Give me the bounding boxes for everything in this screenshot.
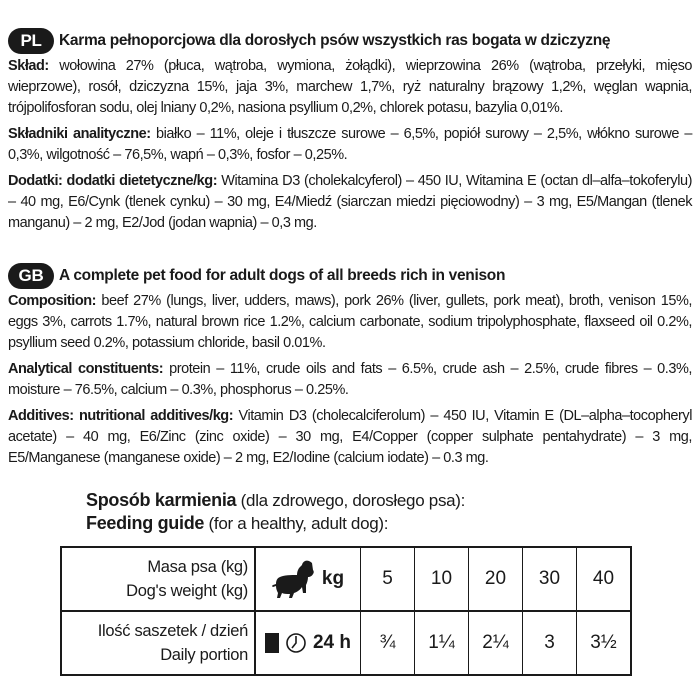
feeding-table [60,546,632,676]
portion-value: 1¼ [415,611,469,675]
analytical-gb [8,359,692,401]
feeding-heading-pl [86,489,686,512]
weight-value: 40 [577,547,632,611]
section-polish [8,28,692,239]
portion-value: 3½ [577,611,632,675]
weight-value: 10 [415,547,469,611]
portion-unit-cell [255,611,361,675]
portion-label-pl: Ilość saszetek / dzień [97,622,248,640]
portion-label-gb: Daily portion [160,646,248,664]
clock-icon [285,632,307,654]
composition-text-gb: beef 27% (lungs, liver, udders, maws), pork 26% (liver, gullets, pork meat), broth, venison 15%, eggs 3%, carrots 1.7%, natural brown rice 1.2%, calcium carbonate, sodium tripolyphosphate, flaxseed oil 0.2%, psyllium seed 0.2%, potassium chloride, basil 0.01%. [8,293,692,351]
feeding-heading-gb [86,512,686,535]
feeding-guide-heading [86,489,686,535]
additives-text-gb: Vitamin D3 (cholecalciferolum) – 450 IU, Vitamin E (DL–alpha–tocopheryl acetate) – 40 mg, E6/Zinc (zinc oxide) – 30 mg, E4/Copper (copper sulphate pentahydrate) – 3 mg, E5/Manganese (manganese oxide) – 2 mg, E2/Iodine (calcium iodate) – 0.3 mg. [8,408,692,466]
portion-value: 3 [523,611,577,675]
feeding-heading-gb-rest: (for a healthy, adult dog): [204,514,389,533]
sachet-icon [265,633,279,653]
section-english [8,263,692,474]
weight-value: 30 [523,547,577,611]
weight-row [61,547,631,611]
weight-label-cell [61,547,255,611]
composition-label-gb: Composition: [8,293,97,309]
portion-row [61,611,631,675]
composition-gb [8,291,692,354]
feeding-heading-gb-bold: Feeding guide [86,513,205,533]
portion-unit: 24 h [312,632,352,653]
additives-text-pl: Witamina D3 (cholekalcyferol) – 450 IU, Witamina E (octan dl–alfa–tokoferylu) – 40 mg, E6/Cynk (tlenek cynku) – 30 mg, E4/Miedź (siarczan miedzi pięciowodny) – 3 mg, E5/Mangan (tlenek manganu) – 2 mg, E2/Jod (jodan wapnia) – 0,3 mg. [8,173,692,231]
additives-label-pl: Dodatki: dodatki dietetyczne/kg: [8,173,218,189]
analytical-text-gb: protein – 11%, crude oils and fats – 6.5%, crude ash – 2.5%, crude fibres – 0.3%, moisture – 76.5%, calcium – 0.3%, phosphorus – 0.25%. [8,361,692,398]
analytical-label-pl: Składniki analityczne: [8,126,151,142]
dog-silhouette-icon [272,559,316,599]
composition-text-pl: wołowina 27% (płuca, wątroba, wymiona, żołądki), wieprzowina 26% (wątroba, przełyki, mięso wieprzowe), rosół, dziczyzna 15%, jaja 3%, marchew 1,7%, ryż naturalny brązowy 1,2%, węglan wapnia, trójpolifosforan sodu, olej lniany 0,2%, nasiona psyllium 0,2%, chlorek potasu, bazylia 0,01%. [8,58,692,116]
weight-value: 5 [361,547,415,611]
weight-label-pl: Masa psa (kg) [147,558,248,576]
composition-pl [8,56,692,119]
analytical-text-pl: białko – 11%, oleje i tłuszcze surowe – 6,5%, popiół surowy – 2,5%, włókno surowe – 0,3%, wilgotność – 76,5%, wapń – 0,3%, fosfor – 0,25%. [8,126,692,163]
weight-unit: kg [321,568,345,589]
additives-pl [8,171,692,234]
heading-gb [8,263,692,289]
additives-label-gb: Additives: nutritional additives/kg: [8,408,234,424]
language-badge-pl: PL [8,28,54,54]
weight-label-gb: Dog's weight (kg) [126,582,248,600]
weight-unit-cell [255,547,361,611]
language-badge-gb: GB [8,263,54,289]
portion-value: ¾ [361,611,415,675]
feeding-heading-pl-rest: (dla zdrowego, dorosłego psa): [236,491,466,510]
portion-value: 2¼ [469,611,523,675]
additives-gb [8,406,692,469]
weight-value: 20 [469,547,523,611]
composition-label-pl: Skład: [8,58,49,74]
title-gb: A complete pet food for adult dogs of all breeds rich in venison [59,267,506,284]
heading-pl [8,28,692,54]
analytical-pl [8,124,692,166]
title-pl: Karma pełnoporcjowa dla dorosłych psów wszystkich ras bogata w dziczyznę [59,32,611,49]
portion-label-cell [61,611,255,675]
analytical-label-gb: Analytical constituents: [8,361,164,377]
feeding-heading-pl-bold: Sposób karmienia [86,490,237,510]
